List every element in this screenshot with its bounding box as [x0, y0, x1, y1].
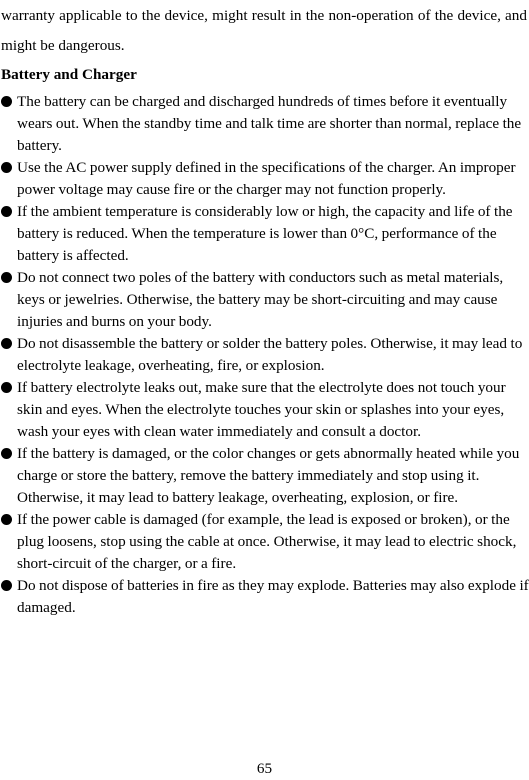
bullet-icon — [1, 272, 12, 283]
safety-list — [0, 91, 529, 619]
bullet-icon — [1, 206, 12, 217]
section-heading: Battery and Charger — [1, 66, 137, 83]
list-item-text: If the ambient temperature is considerably low or high, the capacity and life of the battery is reduced. When the temperature is lower than 0°C, performance of the battery is affected. — [17, 203, 513, 264]
list-item-text: Do not connect two poles of the battery with conductors such as metal materials, keys or jewelries. Otherwise, the battery may be short-circuiting and may cause injuries and burns on your body. — [17, 269, 504, 330]
list-item-text: Do not disassemble the battery or solder the battery poles. Otherwise, it may lead to electrolyte leakage, overheating, fire, or explosion. — [17, 335, 523, 374]
list-item-text: If battery electrolyte leaks out, make sure that the electrolyte does not touch your skin and eyes. When the electrolyte touches your skin or splashes into your eyes, wash your eyes with clean water immediately and consult a doctor. — [17, 379, 506, 440]
list-item-text: Do not dispose of batteries in fire as they may explode. Batteries may also explode if damaged. — [17, 577, 529, 616]
intro-paragraph: warranty applicable to the device, might result in the non-operation of the device, and might be dangerous. — [1, 7, 527, 54]
bullet-icon — [1, 448, 12, 459]
list-item-text: If the battery is damaged, or the color changes or gets abnormally heated while you charge or store the battery, remove the battery immediately and stop using it. Otherwise, it may lead to battery leakage, overheating, explosion, or fire. — [17, 445, 520, 506]
list-item — [0, 333, 529, 377]
bullet-icon — [1, 514, 12, 525]
page-number: 65 — [256, 760, 273, 777]
bullet-icon — [1, 338, 12, 349]
list-item — [0, 201, 529, 267]
list-item-text: If the power cable is damaged (for example, the lead is exposed or broken), or the plug loosens, stop using the cable at once. Otherwise, it may lead to electric shock, short-circuit of the charger, or a fire. — [17, 511, 517, 572]
list-item — [0, 377, 529, 443]
bullet-icon — [1, 96, 12, 107]
bullet-icon — [1, 162, 12, 173]
list-item — [0, 267, 529, 333]
list-item — [0, 157, 529, 201]
list-item — [0, 509, 529, 575]
list-item — [0, 91, 529, 157]
bullet-icon — [1, 580, 12, 591]
bullet-icon — [1, 382, 12, 393]
list-item — [0, 443, 529, 509]
list-item-text: The battery can be charged and discharged hundreds of times before it eventually wears out. When the standby time and talk time are shorter than normal, replace the battery. — [17, 93, 522, 154]
list-item — [0, 575, 529, 619]
list-item-text: Use the AC power supply defined in the specifications of the charger. An improper power voltage may cause fire or the charger may not function properly. — [17, 159, 516, 198]
